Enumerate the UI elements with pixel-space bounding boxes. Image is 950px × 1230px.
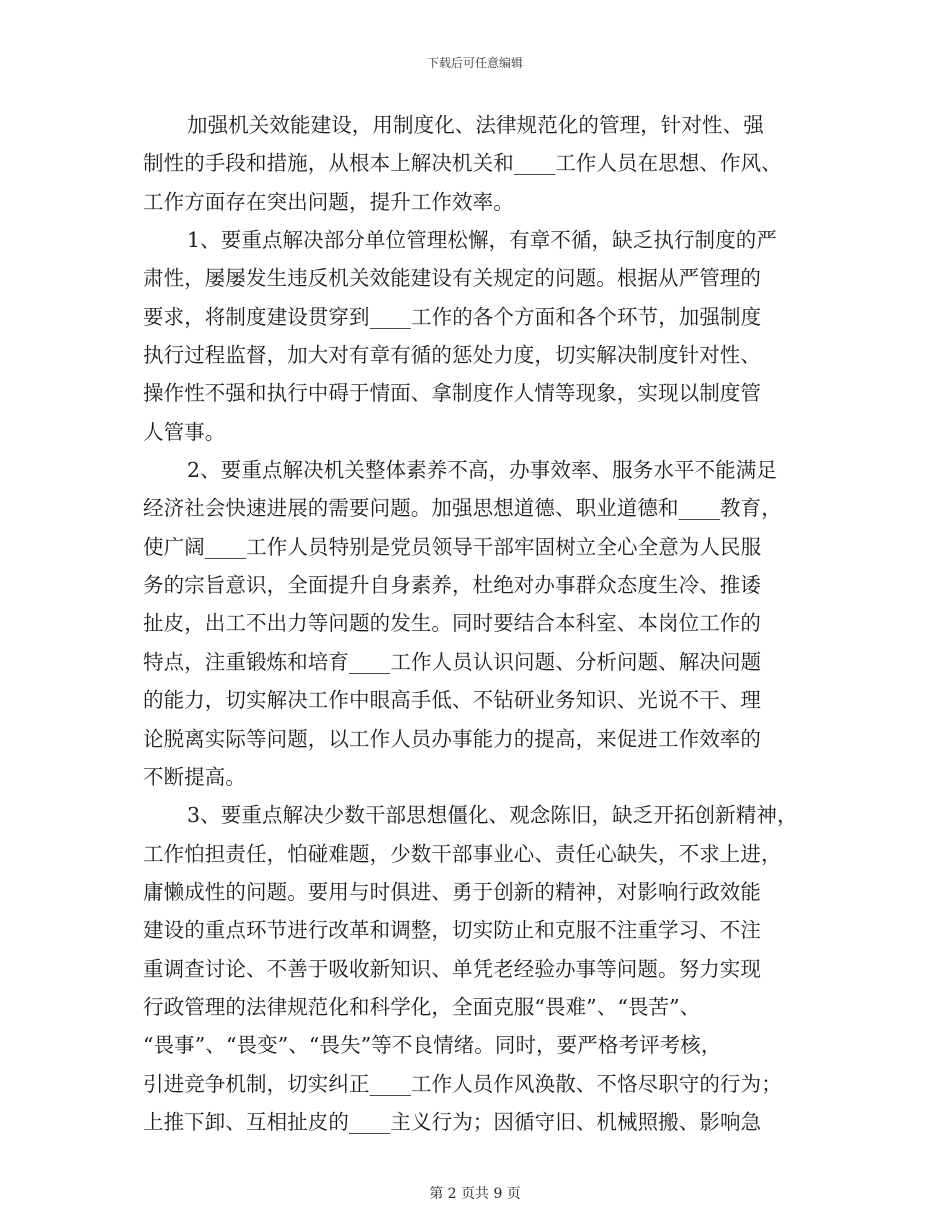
- text-line: 不断提高。: [143, 764, 246, 789]
- page-header: 下载后可任意编辑: [426, 56, 523, 70]
- text-line: 要求，将制度建设贯穿到____工作的各个方面和各个环节，加强制度: [143, 304, 762, 329]
- text-line: 建设的重点环节进行改革和调整，切实防止和克服不注重学习、不注: [143, 918, 761, 943]
- text-line: 重调查讨论、不善于吸收新知识、单凭老经验办事等问题。努力实现: [143, 956, 761, 981]
- text-line: 执行过程监督，加大对有章有循的惩处力度，切实解决制度针对性、: [143, 343, 761, 368]
- document-body: [143, 106, 819, 1141]
- text-line: 扯皮，出工不出力等问题的发生。同时要结合本科室、本岗位工作的: [143, 611, 761, 636]
- text-line: 人管事。: [143, 419, 226, 444]
- text-line: 的能力，切实解决工作中眼高手低、不钻研业务知识、光说不干、理: [143, 688, 761, 713]
- text-line: 使广阔____工作人员特别是党员领导干部牢固树立全心全意为人民服: [143, 534, 762, 559]
- text-line: 行政管理的法律规范化和科学化，全面克服“畏难”、“畏苦”、: [143, 994, 701, 1019]
- text-line: 肃性，屡屡发生违反机关效能建设有关规定的问题。根据从严管理的: [143, 266, 761, 291]
- text-line: 引进竞争机制，切实纠正____工作人员作风涣散、不恪尽职守的行为；: [143, 1071, 782, 1096]
- text-line: 2、要重点解决机关整体素养不高，办事效率、服务水平不能满足: [187, 458, 777, 483]
- text-line: 论脱离实际等问题，以工作人员办事能力的提高，来促进工作效率的: [143, 726, 761, 751]
- text-line: 加强机关效能建设，用制度化、法律规范化的管理，针对性、强: [187, 113, 764, 137]
- text-line: 庸懒成性的问题。要用与时俱进、勇于创新的精神，对影响行政效能: [143, 879, 761, 904]
- text-line: 经济社会快速进展的需要问题。加强思想道德、职业道德和____教育，: [143, 496, 782, 521]
- text-line: 3、要重点解决少数干部思想僵化、观念陈旧，缺乏开拓创新精神，: [187, 803, 798, 828]
- text-line: 操作性不强和执行中碍于情面、拿制度作人情等现象，实现以制度管: [143, 381, 761, 406]
- text-line: 务的宗旨意识，全面提升自身素养，杜绝对办事群众态度生冷、推诿: [143, 573, 761, 598]
- page-footer: 第 2 页共 9 页: [429, 1186, 521, 1202]
- text-line: 工作方面存在突出问题，提升工作效率。: [143, 189, 514, 214]
- text-line: “畏事”、“畏变”、“畏失”等不良情绪。同时，要严格考评考核，: [143, 1033, 722, 1058]
- text-line: 上推下卸、互相扯皮的____主义行为；因循守旧、机械照搬、影响急: [143, 1109, 762, 1134]
- text-line: 工作怕担责任，怕碰难题，少数干部事业心、责任心缺失，不求上进，: [143, 841, 782, 866]
- text-line: 制性的手段和措施，从根本上解决机关和____工作人员在思想、作风、: [143, 151, 782, 176]
- text-line: 特点，注重锻炼和培育____工作人员认识问题、分析问题、解决问题: [143, 649, 762, 674]
- text-line: 1、要重点解决部分单位管理松懈，有章不循，缺乏执行制度的严: [187, 228, 777, 253]
